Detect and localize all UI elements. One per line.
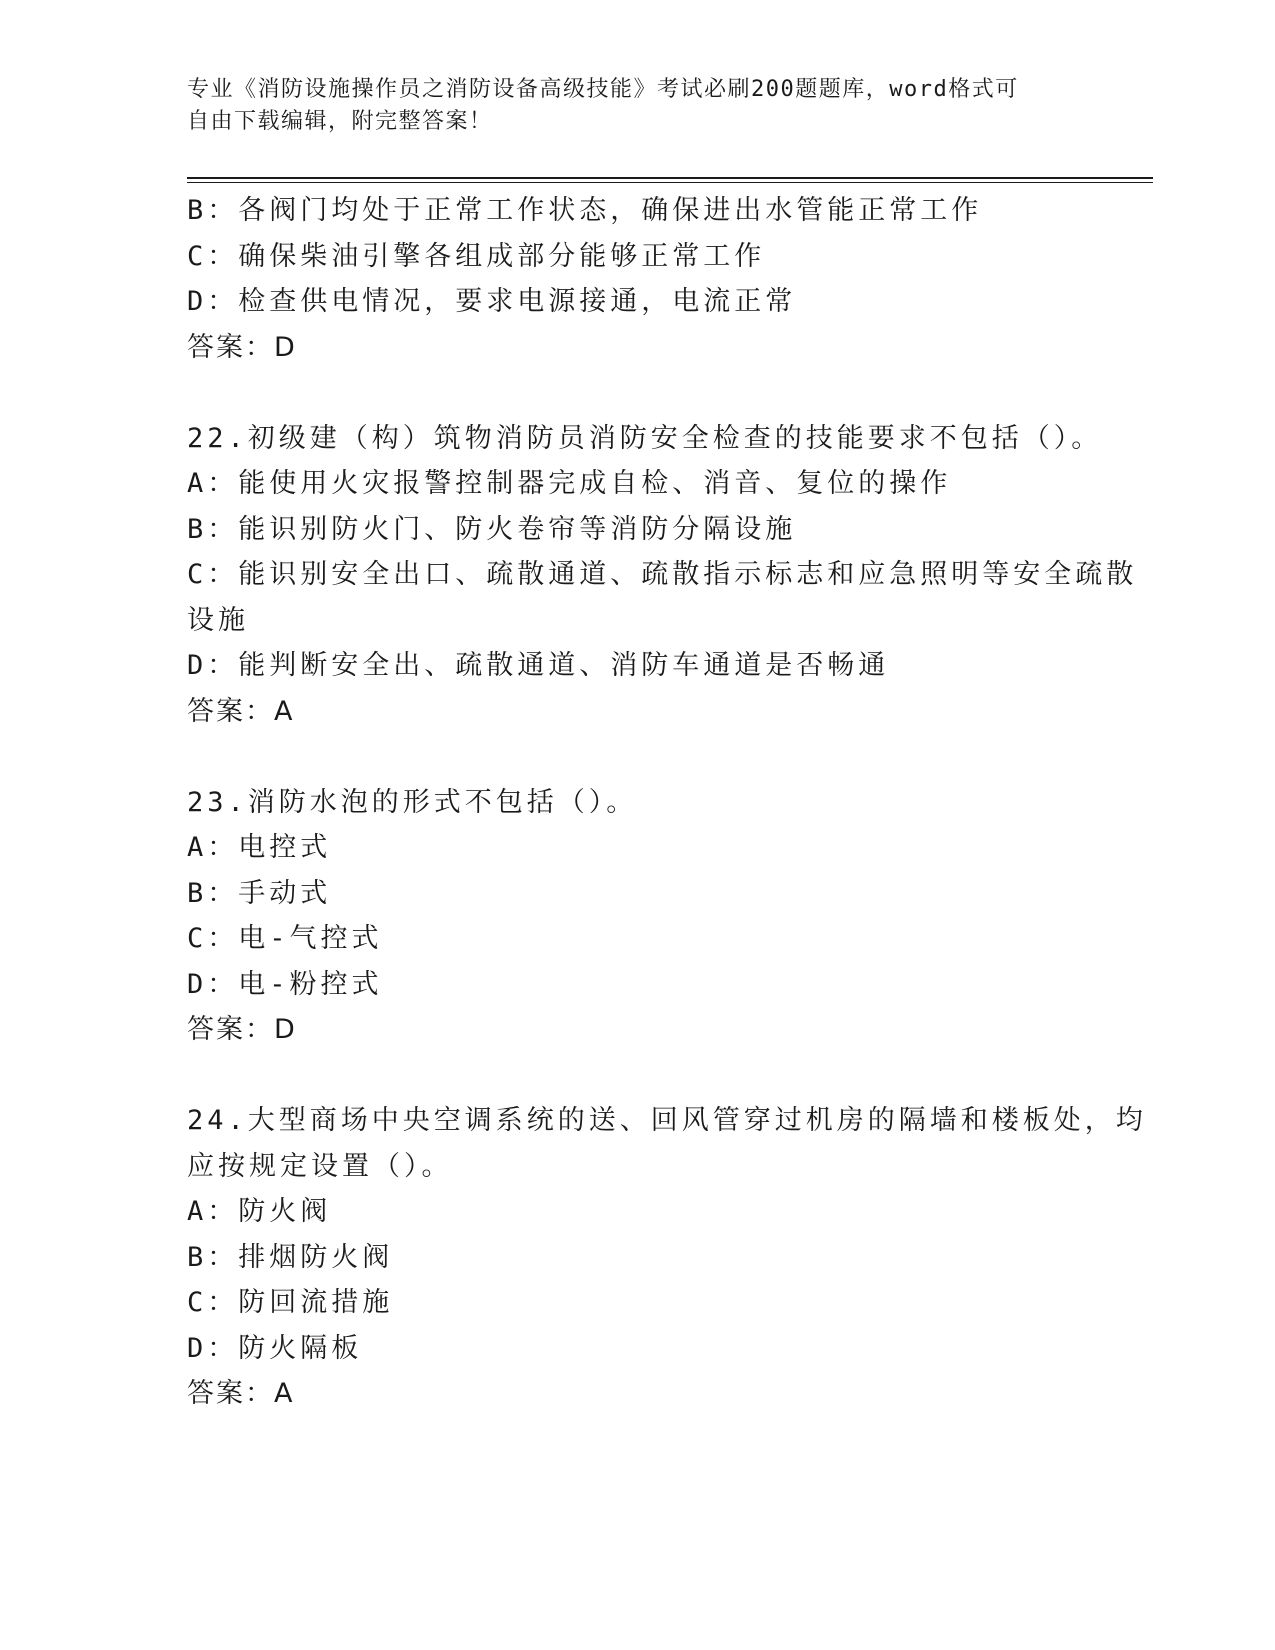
answer-line: 答案：A	[187, 1378, 295, 1409]
question-line: B：手动式	[187, 877, 332, 909]
document-header	[187, 74, 1087, 138]
header-line-1: 专业《消防设施操作员之消防设备高级技能》考试必刷200题题库，word格式可	[187, 77, 1019, 102]
block-spacer	[187, 1053, 1087, 1099]
question-line: B：能识别防火门、防火卷帘等消防分隔设施	[187, 513, 797, 545]
question-block	[187, 1098, 1147, 1417]
question-line: D：检查供电情况，要求电源接通，电流正常	[187, 286, 797, 317]
question-line: A：防火阀	[187, 1196, 332, 1227]
question-line: C：电-气控式	[187, 923, 383, 954]
answer-line: 答案：D	[187, 331, 297, 363]
question-line: B：排烟防火阀	[187, 1241, 394, 1273]
header-line-2: 自由下载编辑，附完整答案！	[187, 109, 493, 134]
question-line: B：各阀门均处于正常工作状态，确保进出水管能正常工作	[187, 195, 983, 226]
block-spacer	[187, 734, 1087, 780]
answer-line: 答案：D	[187, 1014, 297, 1045]
question-line: C：防回流措施	[187, 1287, 394, 1318]
question-line: 24.大型商场中央空调系统的送、回风管穿过机房的隔墙和楼板处，均	[187, 1105, 1147, 1136]
question-line: 应按规定设置（）。	[187, 1150, 453, 1182]
header-rule-thin	[187, 182, 1153, 183]
question-line: D：防火隔板	[187, 1332, 363, 1364]
header-rule-thick	[187, 177, 1153, 179]
question-line: 23.消防水泡的形式不包括（）。	[187, 786, 638, 818]
answer-line: 答案：A	[187, 695, 295, 727]
question-block	[187, 188, 1087, 370]
question-line: A：能使用火灾报警控制器完成自检、消音、复位的操作	[187, 468, 952, 499]
question-line: C：确保柴油引擎各组成部分能够正常工作	[187, 240, 766, 272]
question-block	[187, 416, 1138, 735]
block-spacer	[187, 370, 1087, 416]
question-list	[187, 188, 1147, 1417]
question-block	[187, 780, 1087, 1053]
question-line: D：电-粉控式	[187, 968, 383, 1000]
question-line: 22.初级建（构）筑物消防员消防安全检查的技能要求不包括（）。	[187, 422, 1103, 454]
question-line: C：能识别安全出口、疏散通道、疏散指示标志和应急照明等安全疏散	[187, 559, 1138, 590]
question-line: D：能判断安全出、疏散通道、消防车通道是否畅通	[187, 650, 890, 681]
question-line: 设施	[187, 604, 249, 636]
question-line: A：电控式	[187, 832, 332, 863]
